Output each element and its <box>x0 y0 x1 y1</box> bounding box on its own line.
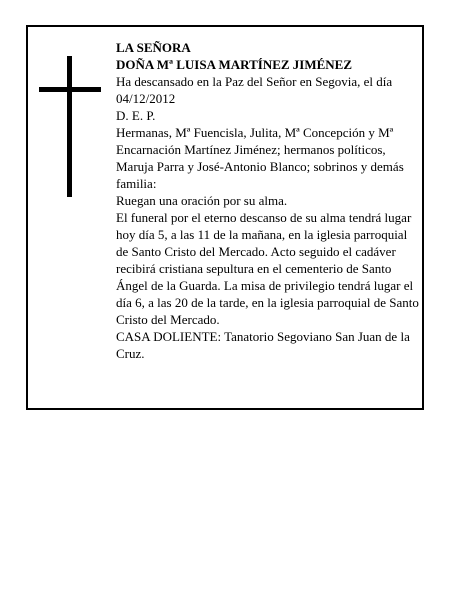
deceased-name: DOÑA Mª LUISA MARTÍNEZ JIMÉNEZ <box>116 57 353 72</box>
heading: LA SEÑORA <box>116 40 191 55</box>
funeral-details: El funeral por el eterno descanso de su alma tendrá lugar hoy día 5, a las 11 de la mañana, en la iglesia parroquial de Santo Cristo del Mercado. Acto seguido el cadáver recibirá cristiana sepultura en el cementerio de Santo Ángel de la Guarda. La misa de privilegio tendrá lugar el día 6, a las 20 de la tarde, en la iglesia parroquial de Santo Cristo del Mercado. <box>116 210 419 327</box>
announcement: Ha descansado en la Paz del Señor en Segovia, el día 04/12/2012 <box>116 74 393 106</box>
obituary-text <box>116 39 420 362</box>
funeral-home: CASA DOLIENTE: Tanatorio Segoviano San Juan de la Cruz. <box>116 329 410 361</box>
cross-icon <box>67 56 72 197</box>
family-list: Hermanas, Mª Fuencisla, Julita, Mª Concepción y Mª Encarnación Martínez Jiménez; hermanos políticos, Maruja Parra y José-Antonio Blanco; sobrinos y demás familia: <box>116 125 404 191</box>
prayer-request: Ruegan una oración por su alma. <box>116 193 288 208</box>
cross-icon-crossbar <box>39 87 101 92</box>
rip-line: D. E. P. <box>116 108 156 123</box>
obituary-notice <box>26 25 424 410</box>
